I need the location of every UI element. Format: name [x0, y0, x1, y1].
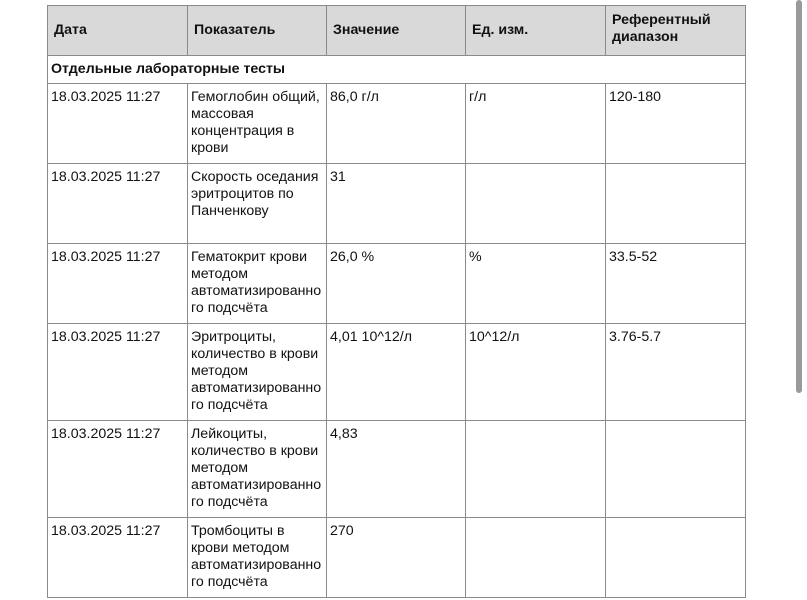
cell-date: 18.03.2025 11:27: [48, 421, 188, 518]
cell-range: [606, 164, 746, 244]
cell-indicator: Гематокрит крови методом автоматизированного подсчёта: [188, 244, 327, 324]
header-reference-range: Референтный диапазон: [606, 6, 746, 56]
header-indicator: Показатель: [188, 6, 327, 56]
cell-unit: %: [466, 244, 606, 324]
cell-range: 33.5-52: [606, 244, 746, 324]
table-row: [48, 518, 746, 598]
cell-date: 18.03.2025 11:27: [48, 244, 188, 324]
table-header-row: [48, 6, 746, 56]
cell-value: 270: [327, 518, 466, 598]
cell-unit: [466, 164, 606, 244]
cell-indicator: Лейкоциты, количество в крови методом автоматизированного подсчёта: [188, 421, 327, 518]
cell-value: 31: [327, 164, 466, 244]
cell-range: 3.76-5.7: [606, 324, 746, 421]
cell-unit: 10^12/л: [466, 324, 606, 421]
section-title: Отдельные лабораторные тесты: [48, 56, 746, 84]
header-unit: Ед. изм.: [466, 6, 606, 56]
cell-date: 18.03.2025 11:27: [48, 84, 188, 164]
header-value: Значение: [327, 6, 466, 56]
cell-value: 4,83: [327, 421, 466, 518]
cell-date: 18.03.2025 11:27: [48, 518, 188, 598]
table-row: [48, 84, 746, 164]
cell-range: 120-180: [606, 84, 746, 164]
lab-results-table: [47, 5, 746, 598]
vertical-scrollbar[interactable]: [796, 0, 802, 393]
table-row: [48, 164, 746, 244]
section-row: [48, 56, 746, 84]
table-row: [48, 244, 746, 324]
cell-range: [606, 518, 746, 598]
cell-value: 86,0 г/л: [327, 84, 466, 164]
cell-range: [606, 421, 746, 518]
cell-value: 4,01 10^12/л: [327, 324, 466, 421]
cell-value: 26,0 %: [327, 244, 466, 324]
cell-date: 18.03.2025 11:27: [48, 324, 188, 421]
header-date: Дата: [48, 6, 188, 56]
cell-indicator: Скорость оседания эритроцитов по Панченкову: [188, 164, 327, 244]
cell-unit: [466, 518, 606, 598]
table-row: [48, 324, 746, 421]
cell-indicator: Эритроциты, количество в крови методом автоматизированного подсчёта: [188, 324, 327, 421]
cell-indicator: Гемоглобин общий, массовая концентрация в крови: [188, 84, 327, 164]
table-row: [48, 421, 746, 518]
cell-unit: г/л: [466, 84, 606, 164]
cell-date: 18.03.2025 11:27: [48, 164, 188, 244]
cell-indicator: Тромбоциты в крови методом автоматизированного подсчёта: [188, 518, 327, 598]
cell-unit: [466, 421, 606, 518]
